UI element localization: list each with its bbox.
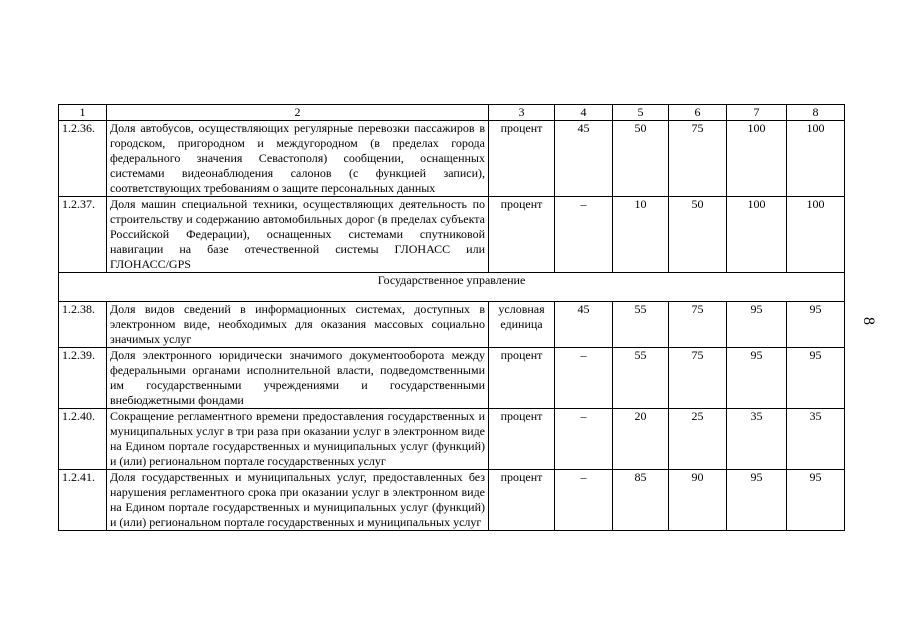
row-number: 1.2.37. (59, 197, 107, 273)
indicator-description: Сокращение регламентного времени предоставления государственных и муниципальных услуг в три раза при оказании услуг в электронном виде на Едином портале государственных и муниципальных услуг (функций) и (или) региональном портале государственных услуг (107, 409, 489, 470)
value-cell: 75 (669, 121, 727, 197)
value-cell: 95 (727, 348, 787, 409)
row-number: 1.2.39. (59, 348, 107, 409)
unit-cell: условная единица (489, 302, 555, 348)
indicators-table (58, 104, 845, 531)
value-cell: 45 (555, 302, 613, 348)
value-cell: 100 (727, 197, 787, 273)
unit-cell: процент (489, 409, 555, 470)
table-row (59, 121, 845, 197)
indicator-description: Доля государственных и муниципальных услуг, предоставленных без нарушения регламентного срока при оказании услуг в электронном виде на Едином портале государственных и муниципальных услуг (функций) и (или) региональном портале государственных и муниципальных услуг (107, 470, 489, 531)
row-number: 1.2.41. (59, 470, 107, 531)
column-header: 6 (669, 105, 727, 121)
column-header: 8 (787, 105, 845, 121)
value-cell: 85 (613, 470, 669, 531)
section-row (59, 273, 845, 302)
column-header: 3 (489, 105, 555, 121)
value-cell: 35 (727, 409, 787, 470)
unit-cell: процент (489, 470, 555, 531)
value-cell: 50 (613, 121, 669, 197)
row-number: 1.2.40. (59, 409, 107, 470)
value-cell: 55 (613, 348, 669, 409)
value-cell: – (555, 348, 613, 409)
value-cell: – (555, 409, 613, 470)
value-cell: 100 (787, 197, 845, 273)
row-number: 1.2.36. (59, 121, 107, 197)
value-cell: 75 (669, 302, 727, 348)
unit-cell: процент (489, 348, 555, 409)
indicator-description: Доля машин специальной техники, осуществляющих деятельность по строительству и содержанию автомобильных дорог (в пределах субъекта Российской Федерации), оснащенных системами спутниковой навигации на базе отечественной системы ГЛОНАСС или ГЛОНАСС/GPS (107, 197, 489, 273)
section-title: Государственное управление (59, 273, 845, 302)
value-cell: 100 (727, 121, 787, 197)
table-row (59, 348, 845, 409)
value-cell: 100 (787, 121, 845, 197)
value-cell: 20 (613, 409, 669, 470)
value-cell: 45 (555, 121, 613, 197)
column-header: 5 (613, 105, 669, 121)
value-cell: 75 (669, 348, 727, 409)
column-header: 4 (555, 105, 613, 121)
table-row (59, 470, 845, 531)
indicator-description: Доля видов сведений в информационных системах, доступных в электронном виде, необходимых для оказания массовых социально значимых услуг (107, 302, 489, 348)
value-cell: 10 (613, 197, 669, 273)
indicator-description: Доля электронного юридически значимого документооборота между федеральными органами исполнительной власти, подведомственными им государственными учреждениями и государственными внебюджетными фондами (107, 348, 489, 409)
row-number: 1.2.38. (59, 302, 107, 348)
table-row (59, 197, 845, 273)
value-cell: 95 (727, 470, 787, 531)
header-row (59, 105, 845, 121)
value-cell: – (555, 470, 613, 531)
value-cell: 55 (613, 302, 669, 348)
value-cell: 95 (787, 348, 845, 409)
unit-cell: процент (489, 121, 555, 197)
value-cell: 95 (727, 302, 787, 348)
value-cell: 90 (669, 470, 727, 531)
value-cell: 95 (787, 302, 845, 348)
table-row (59, 409, 845, 470)
value-cell: 25 (669, 409, 727, 470)
column-header: 1 (59, 105, 107, 121)
value-cell: – (555, 197, 613, 273)
table-row (59, 302, 845, 348)
value-cell: 50 (669, 197, 727, 273)
indicator-description: Доля автобусов, осуществляющих регулярные перевозки пассажиров в городском, пригородном и междугородном (в пределах города федерального значения Севастополя) сообщении, оснащенных системами видеонаблюдения салонов (с функцией записи), соответствующих требованиям о защите персональных данных (107, 121, 489, 197)
value-cell: 95 (787, 470, 845, 531)
value-cell: 35 (787, 409, 845, 470)
page-number: 8 (860, 317, 877, 325)
column-header: 7 (727, 105, 787, 121)
column-header: 2 (107, 105, 489, 121)
unit-cell: процент (489, 197, 555, 273)
